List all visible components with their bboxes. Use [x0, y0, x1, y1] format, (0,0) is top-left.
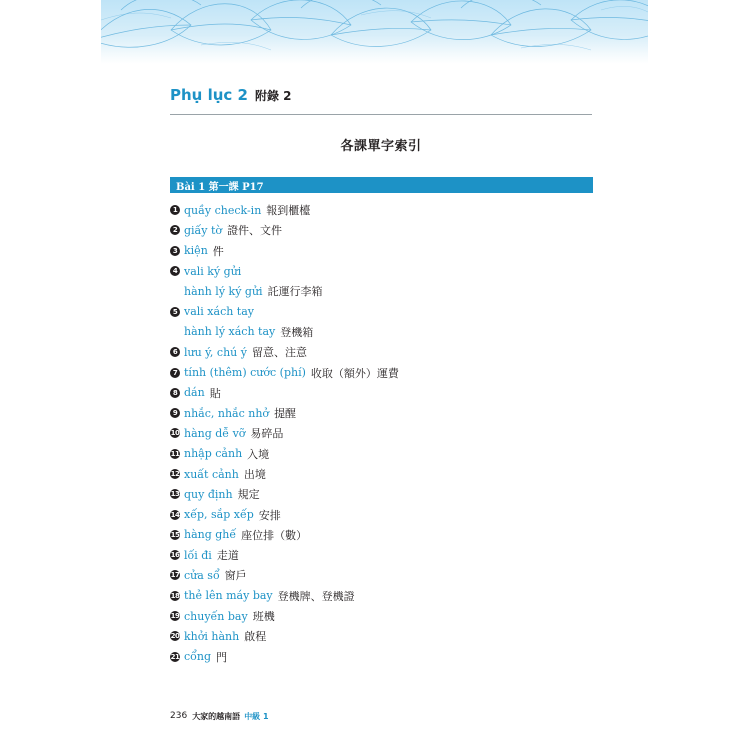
entry-number-badge: 11 [170, 449, 180, 458]
leaf-pattern-icon [101, 0, 648, 64]
entry-chinese: 走道 [216, 549, 239, 563]
entry-vietnamese: vali ký gửi [184, 264, 242, 278]
vocab-entry [170, 626, 592, 646]
entry-chinese: 窗戶 [224, 569, 247, 583]
entry-number-badge: 7 [170, 368, 180, 378]
entry-vietnamese: hàng dễ vỡ [184, 426, 246, 440]
vocab-entry [170, 504, 592, 524]
entry-vietnamese: vali xách tay [184, 305, 255, 319]
entry-number-badge: 16 [170, 551, 180, 560]
entry-number-badge: 3 [170, 246, 180, 256]
vocab-entry [170, 383, 592, 403]
entry-vietnamese: hành lý xách tay [184, 325, 276, 339]
entry-number-badge: 15 [170, 530, 180, 539]
entry-chinese: 報到櫃檯 [266, 204, 311, 218]
entry-vietnamese: hàng ghế [184, 528, 237, 542]
entry-chinese: 收取（額外）運費 [310, 366, 399, 380]
entry-vietnamese: cửa sổ [184, 568, 220, 582]
vocab-entry [170, 281, 592, 301]
lesson-label: Bài 1 第一課 P17 [176, 181, 264, 193]
vocab-entry [170, 525, 592, 545]
entry-number-badge: 9 [170, 408, 180, 418]
entry-number-badge: 10 [170, 429, 180, 438]
entry-chinese: 座位排（數） [241, 528, 308, 542]
entry-number-badge: 18 [170, 591, 180, 600]
entry-vietnamese: lối đi [184, 548, 212, 562]
vocabulary-list [170, 200, 592, 667]
vocab-entry [170, 647, 592, 667]
entry-number-badge: 1 [170, 205, 180, 215]
decorative-banner [101, 0, 648, 64]
entry-number-badge: 4 [170, 266, 180, 276]
entry-number-badge: 8 [170, 388, 180, 398]
entry-vietnamese: xếp, sắp xếp [184, 508, 254, 522]
entry-vietnamese: xuất cảnh [184, 467, 239, 481]
vocab-entry [170, 565, 592, 585]
entry-number-badge: 2 [170, 225, 180, 235]
vocab-entry [170, 606, 592, 626]
lesson-header-bar [170, 177, 593, 193]
entry-chinese: 門 [216, 650, 228, 664]
page-footer [170, 709, 269, 723]
entry-chinese: 班機 [252, 610, 275, 624]
vocab-entry [170, 586, 592, 606]
entry-chinese: 提醒 [274, 407, 297, 421]
entry-number-badge: 17 [170, 571, 180, 580]
entry-vietnamese: chuyến bay [184, 609, 248, 623]
entry-vietnamese: nhập cảnh [184, 447, 243, 461]
entry-number-badge: 6 [170, 347, 180, 357]
vocab-entry [170, 301, 592, 321]
vocab-entry [170, 322, 592, 342]
entry-chinese: 登機箱 [280, 325, 314, 339]
entry-vietnamese: cổng [184, 650, 212, 664]
entry-vietnamese: thẻ lên máy bay [184, 589, 273, 603]
entry-chinese: 託運行李箱 [267, 285, 323, 299]
entry-number-badge: 20 [170, 632, 180, 641]
vocab-entry [170, 464, 592, 484]
entry-chinese: 規定 [237, 488, 260, 502]
page-number: 236 [170, 711, 188, 721]
entry-vietnamese: hành lý ký gửi [184, 284, 263, 298]
entry-number-badge: 21 [170, 652, 180, 661]
entry-chinese: 留意、注意 [251, 346, 307, 360]
entry-number-badge: 19 [170, 612, 180, 621]
vocab-entry [170, 444, 592, 464]
vocab-entry [170, 342, 592, 362]
entry-vietnamese: lưu ý, chú ý [184, 345, 247, 359]
entry-chinese: 啟程 [244, 630, 267, 644]
vocab-entry [170, 241, 592, 261]
entry-chinese: 入境 [247, 447, 270, 461]
entry-chinese: 貼 [209, 386, 221, 400]
entry-number-badge: 14 [170, 510, 180, 519]
entry-number-badge: 12 [170, 470, 180, 478]
entry-vietnamese: nhắc, nhắc nhở [184, 406, 270, 420]
vocab-entry [170, 423, 592, 443]
entry-number-badge: 13 [170, 490, 180, 499]
book-title: 大家的越南語 [192, 711, 241, 721]
appendix-heading [170, 86, 291, 110]
entry-chinese: 證件、文件 [227, 224, 283, 238]
entry-chinese: 易碎品 [250, 427, 284, 441]
appendix-title-vi: Phụ lục 2 [170, 86, 248, 104]
vocab-entry [170, 484, 592, 504]
entry-vietnamese: kiện [184, 244, 208, 258]
section-title: 各課單字索引 [340, 139, 422, 154]
appendix-title-zh: 附錄 2 [254, 89, 292, 103]
header-divider [170, 114, 592, 115]
vocab-entry [170, 362, 592, 382]
entry-vietnamese: khởi hành [184, 629, 240, 643]
entry-chinese: 件 [212, 244, 224, 258]
vocab-entry [170, 261, 592, 281]
book-level: 中級 1 [244, 711, 269, 721]
entry-number-badge: 5 [170, 307, 180, 317]
entry-chinese: 出境 [243, 468, 266, 481]
vocab-entry [170, 200, 592, 220]
entry-vietnamese: dán [184, 386, 205, 400]
vocab-entry [170, 545, 592, 565]
entry-vietnamese: giấy tờ [184, 223, 223, 237]
entry-chinese: 安排 [258, 508, 281, 522]
entry-vietnamese: quầy check-in [184, 203, 262, 217]
vocab-entry [170, 220, 592, 240]
entry-vietnamese: tính (thêm) cước (phí) [184, 366, 306, 380]
vocab-entry [170, 403, 592, 423]
entry-vietnamese: quy định [184, 487, 233, 501]
entry-chinese: 登機牌、登機證 [277, 589, 355, 603]
